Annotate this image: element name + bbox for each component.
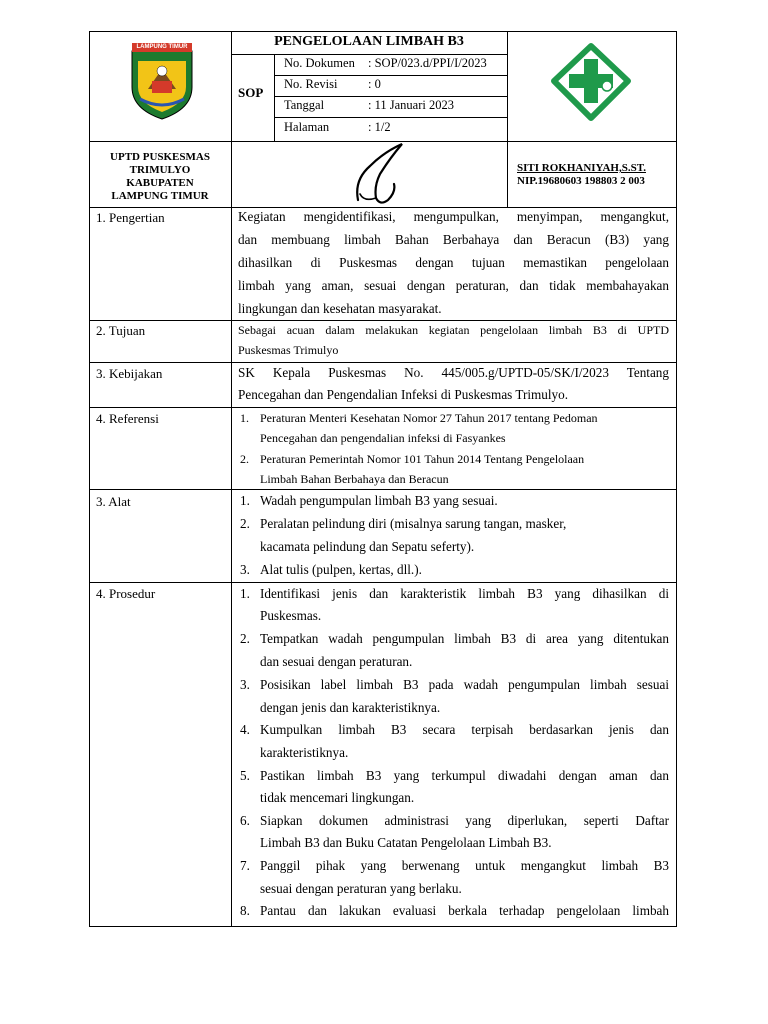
kebijakan-line: Pencegahan dan Pengendalian Infeksi di Puskesmas Trimulyo.: [238, 387, 569, 402]
meta-value: : 0: [368, 77, 381, 91]
prosedur-line: Pastikan limbah B3 yang terkumpul diwadahi dengan aman dan: [260, 768, 669, 783]
divider: [231, 31, 232, 927]
prosedur-line: Puskesmas.: [260, 608, 322, 623]
pengertian-line: limbah yang aman, sesuai dengan peraturan, dan tidak membahayakan: [238, 278, 669, 293]
prosedur-line: dan sesuai dengan peraturan.: [260, 654, 413, 669]
kebijakan-line: SK Kepala Puskesmas No. 445/005.g/UPTD-05/SK/I/2023 Tentang: [238, 365, 669, 380]
meta-label: Halaman: [284, 120, 330, 134]
section-label-alat: 3. Alat: [96, 494, 131, 509]
list-number: 5.: [240, 768, 250, 783]
list-number: 1.: [240, 586, 250, 601]
list-number: 6.: [240, 813, 250, 828]
prosedur-line: Posisikan label limbah B3 pada wadah pengumpulan limbah sesuai: [260, 677, 669, 692]
pengertian-line: dihasilkan di Puskesmas dengan tujuan memastikan pengelolaan: [238, 255, 669, 270]
alat-line: kacamata pelindung dan Sepatu seferty).: [260, 539, 475, 554]
meta-label: No. Revisi: [284, 77, 338, 91]
meta-label: No. Dokumen: [284, 56, 355, 70]
alat-line: Alat tulis (pulpen, kertas, dll.).: [260, 562, 422, 577]
list-number: 2.: [240, 516, 250, 531]
list-number: 8.: [240, 903, 250, 918]
list-number: 4.: [240, 722, 250, 737]
lampung-timur-logo: [126, 41, 198, 121]
pengertian-line: Kegiatan mengidentifikasi, mengumpulkan, menyimpan, mengangkut,: [238, 209, 669, 224]
meta-label: Tanggal: [284, 98, 325, 112]
meta-value: : SOP/023.d/PPI/I/2023: [368, 56, 487, 70]
list-number: 1.: [240, 493, 250, 508]
org-line: KABUPATEN: [126, 177, 194, 189]
logo-banner-text: LAMPUNG TIMUR: [136, 44, 188, 50]
health-cross-icon: [551, 43, 631, 121]
prosedur-line: sesuai dengan peraturan yang berlaku.: [260, 881, 462, 896]
sop-label: SOP: [238, 85, 264, 100]
list-number: 2.: [240, 452, 249, 466]
section-label-kebijakan: 3. Kebijakan: [96, 366, 163, 381]
section-label-prosedur: 4. Prosedur: [96, 586, 156, 601]
prosedur-line: karakteristiknya.: [260, 745, 349, 760]
divider: [274, 117, 507, 118]
divider: [231, 54, 507, 55]
tujuan-line: Sebagai acuan dalam melakukan kegiatan pengelolaan limbah B3 di UPTD: [238, 323, 669, 337]
pengertian-line: dan membuang limbah Bahan Berbahaya dan Beracun (B3) yang: [238, 232, 669, 247]
alat-line: Wadah pengumpulan limbah B3 yang sesuai.: [260, 493, 498, 508]
list-number: 3.: [240, 562, 250, 577]
signatory-nip: NIP.19680603 198803 2 003: [517, 175, 645, 187]
prosedur-line: Tempatkan wadah pengumpulan limbah B3 di area yang ditentukan: [260, 631, 669, 646]
page-title: PENGELOLAAN LIMBAH B3: [274, 34, 464, 49]
divider: [274, 75, 507, 76]
signatory-name: SITI ROKHANIYAH,S.ST.: [517, 162, 646, 174]
prosedur-line: dengan jenis dan karakteristiknya.: [260, 700, 441, 715]
crest-icon: [126, 41, 198, 121]
pengertian-line: lingkungan dan kesehatan masyarakat.: [238, 301, 442, 316]
section-label-tujuan: 2. Tujuan: [96, 323, 146, 338]
divider: [274, 96, 507, 97]
prosedur-line: Panggil pihak yang berwenang untuk mengangkut limbah B3: [260, 858, 669, 873]
prosedur-line: Siapkan dokumen administrasi yang diperlukan, seperti Daftar: [260, 813, 669, 828]
list-number: 2.: [240, 631, 250, 646]
section-label-pengertian: 1. Pengertian: [96, 210, 165, 225]
referensi-line: Peraturan Menteri Kesehatan Nomor 27 Tahun 2017 tentang Pedoman: [260, 411, 598, 425]
prosedur-line: Limbah B3 dan Buku Catatan Pengelolaan Limbah B3.: [260, 835, 552, 850]
referensi-line: Peraturan Pemerintah Nomor 101 Tahun 2014 Tentang Pengelolaan: [260, 452, 585, 466]
prosedur-line: tidak mencemari lingkungan.: [260, 790, 415, 805]
puskesmas-logo: [551, 43, 631, 126]
signature-mark-icon: [350, 140, 420, 210]
section-label-referensi: 4. Referensi: [96, 411, 159, 426]
prosedur-line: Identifikasi jenis dan karakteristik limbah B3 yang dihasilkan di: [260, 586, 669, 601]
prosedur-line: Pantau dan lakukan evaluasi berkala terhadap pengelolaan limbah: [260, 903, 669, 918]
org-line: UPTD PUSKESMAS: [110, 151, 210, 163]
list-number: 7.: [240, 858, 250, 873]
signature: [350, 140, 420, 215]
divider: [274, 54, 275, 141]
org-line: TRIMULYO: [129, 164, 191, 176]
tujuan-line: Puskesmas Trimulyo: [238, 343, 339, 357]
list-number: 1.: [240, 411, 249, 425]
list-number: 3.: [240, 677, 250, 692]
alat-line: Peralatan pelindung diri (misalnya sarung tangan, masker,: [260, 516, 567, 531]
prosedur-line: Kumpulkan limbah B3 secara terpisah berdasarkan jenis dan: [260, 722, 669, 737]
referensi-line: Limbah Bahan Berbahaya dan Beracun: [260, 472, 449, 486]
meta-value: : 1/2: [368, 120, 391, 134]
referensi-line: Pencegahan dan pengendalian infeksi di Fasyankes: [260, 431, 506, 445]
org-line: LAMPUNG TIMUR: [111, 190, 209, 202]
meta-value: : 11 Januari 2023: [368, 98, 454, 112]
divider: [507, 31, 508, 207]
